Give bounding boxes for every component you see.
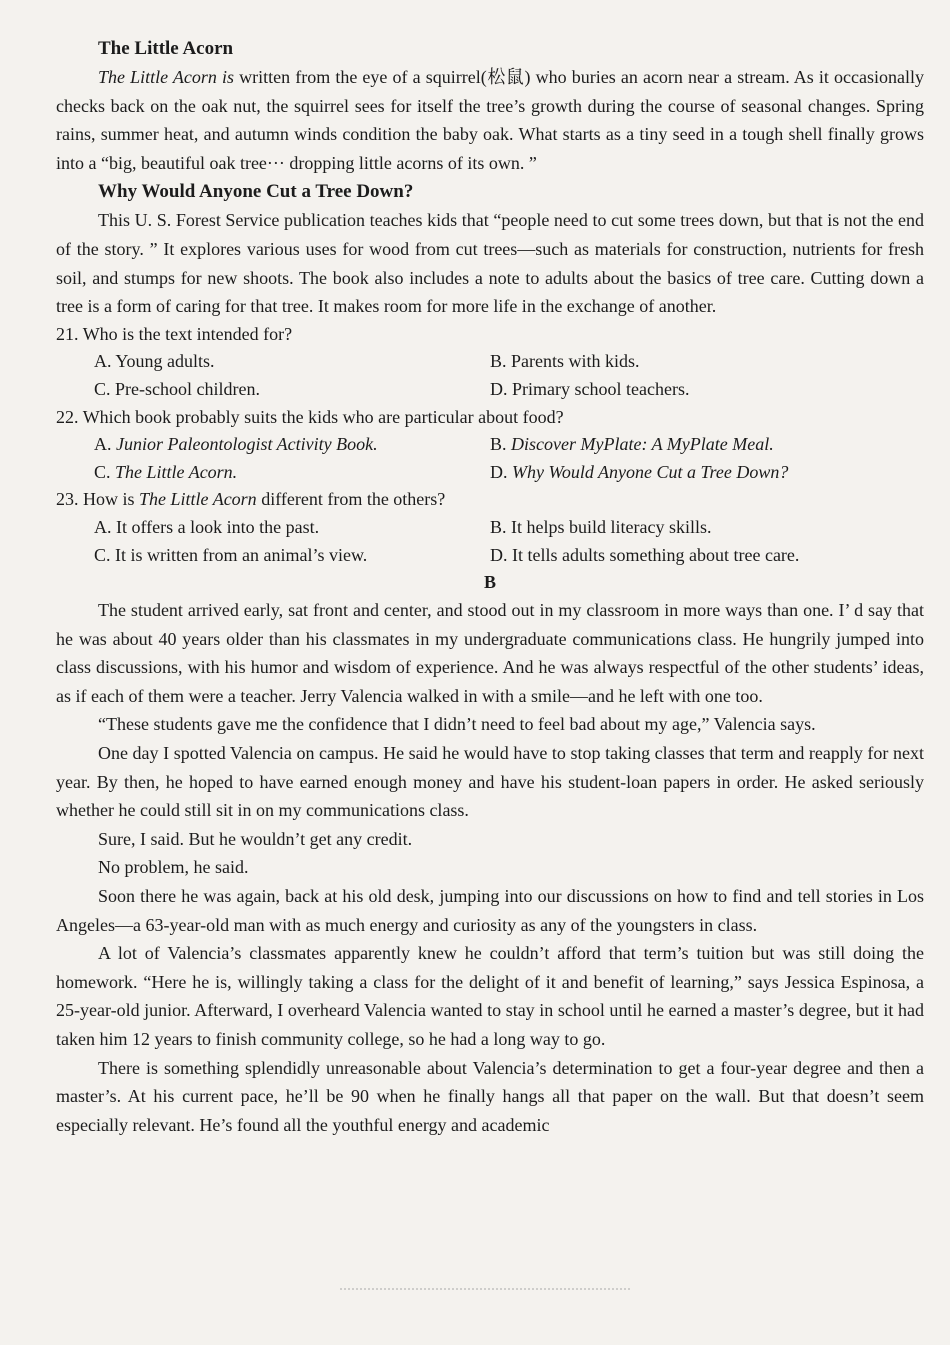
passage-b-paragraph: One day I spotted Valencia on campus. He said he would have to stop taking classes that term and reapply for next year. By then, he hoped to have earned enough money and have his student-loan papers in order. He asked seriously whether he could still sit in on my communications class.	[56, 743, 924, 821]
little-acorn-heading: The Little Acorn	[98, 38, 234, 59]
passage-b-paragraph: Soon there he was again, back at his old desk, jumping into our discussions on how to find and tell stories in Los Angeles—a 63-year-old man with as much energy and curiosity as any of the youngsters in class.	[56, 886, 924, 935]
option-d[interactable]	[490, 459, 924, 487]
why-cut-paragraph: This U. S. Forest Service publication teaches kids that “people need to cut some trees down, but that is not the end of the story. ” It explores various uses for wood from cut trees—such as materials for construction, nutrients for fresh soil, and stumps for new shoots. The book also includes a note to adults about the basics of tree care. Cutting down a tree is a form of caring for that tree. It makes room for more life in the exchange of another.	[56, 210, 924, 317]
option-c[interactable]	[94, 459, 490, 487]
page-footer-rule	[340, 1288, 630, 1300]
options-22	[56, 431, 924, 486]
option-b[interactable]	[490, 514, 924, 542]
option-text: Pre-school children.	[115, 378, 260, 399]
option-d[interactable]	[490, 376, 924, 404]
option-a[interactable]	[94, 348, 490, 376]
option-letter: D.	[490, 378, 508, 399]
passage-b-paragraph: A lot of Valencia’s classmates apparently knew he couldn’t afford that term’s tuition but was still doing the homework. “Here he is, willingly taking a class for the delight of it and benefit of learning,” says Jessica Espinosa, a 25-year-old junior. Afterward, I overheard Valencia wanted to stay in school until he earned a master’s degree, but it had taken him 12 years to finish community college, so he had a long way to go.	[56, 943, 924, 1049]
option-letter: A.	[94, 351, 112, 372]
option-text: Parents with kids.	[511, 351, 640, 372]
question-stem: Who is the text intended for?	[82, 323, 293, 344]
option-d[interactable]	[490, 542, 924, 570]
options-23	[56, 514, 924, 569]
question-22	[56, 404, 924, 432]
option-text: Primary school teachers.	[512, 378, 690, 399]
option-letter: C.	[94, 544, 111, 565]
option-letter: D.	[490, 544, 508, 565]
little-acorn-title: The Little Acorn	[98, 67, 217, 87]
little-acorn-text: written from the eye of a squirrel(松鼠) who buries an acorn near a stream. As it occasionally checks back on the oak nut, the squirrel sees for itself the tree’s growth during the course of seasonal changes. Spring rains, summer heat, and autumn winds condition the baby oak. What starts as a tiny seed in a tough shell finally grows into a “big, beautiful oak tree··· dropping little acorns of its own. ”	[56, 67, 925, 173]
option-text: Junior Paleontologist Activity Book.	[116, 434, 378, 455]
option-text: Discover MyPlate: A MyPlate Meal.	[511, 434, 774, 455]
passage-b-paragraph: There is something splendidly unreasonable about Valencia’s determination to get a four-year degree and then a master’s. At his current pace, he’ll be 90 when he finally hangs all that paper on the wall. But that doesn’t seem especially relevant. He’s found all the youthful energy and academic	[56, 1057, 924, 1135]
passage-b-paragraph: “These students gave me the confidence that I didn’t need to feel bad about my age,” Valencia says.	[98, 714, 816, 735]
option-b[interactable]	[490, 431, 924, 459]
question-23	[56, 486, 924, 514]
little-acorn-is-word: is	[222, 67, 235, 87]
option-c[interactable]	[94, 376, 490, 404]
question-stem-title: The Little Acorn	[139, 489, 257, 510]
question-stem: Which book probably suits the kids who are particular about food?	[82, 406, 564, 427]
option-letter: D.	[490, 461, 508, 482]
option-letter: C.	[94, 378, 111, 399]
question-stem-pre: How is	[83, 489, 140, 510]
option-text: Why Would Anyone Cut a Tree Down?	[512, 461, 789, 482]
question-number: 23.	[56, 489, 79, 510]
passage-b-paragraph: The student arrived early, sat front and center, and stood out in my classroom in more ways than one. I’ d say that he was about 40 years older than his classmates in my undergraduate communications class. He hungrily jumped into class discussions, with his humor and wisdom of experience. And he was always respectful of the other students’ ideas, as if each of them were a teacher. Jerry Valencia walked in with a smile—and he left with one too.	[56, 600, 924, 706]
option-a[interactable]	[94, 431, 490, 459]
question-number: 22.	[56, 406, 79, 427]
option-text: It helps build literacy skills.	[511, 516, 712, 537]
option-letter: A.	[94, 434, 112, 455]
option-b[interactable]	[490, 348, 924, 376]
option-text: It offers a look into the past.	[116, 516, 320, 537]
option-letter: B.	[490, 434, 507, 455]
passage-b-paragraph: No problem, he said.	[98, 857, 249, 878]
option-letter: C.	[94, 461, 111, 482]
option-text: It is written from an animal’s view.	[115, 544, 368, 565]
question-21	[56, 321, 924, 349]
why-cut-heading: Why Would Anyone Cut a Tree Down?	[98, 181, 414, 203]
option-text: It tells adults something about tree care.	[512, 544, 800, 565]
option-c[interactable]	[94, 542, 490, 570]
exam-page	[56, 34, 924, 1139]
option-letter: B.	[490, 516, 507, 537]
option-text: The Little Acorn.	[115, 461, 238, 482]
passage-b-paragraph: Sure, I said. But he wouldn’t get any credit.	[98, 828, 413, 849]
question-number: 21.	[56, 323, 79, 344]
question-stem-post: different from the others?	[256, 489, 446, 510]
section-b-label: B	[483, 572, 496, 593]
option-letter: B.	[490, 351, 507, 372]
option-letter: A.	[94, 516, 112, 537]
option-text: Young adults.	[115, 351, 215, 372]
options-21	[56, 348, 924, 403]
option-a[interactable]	[94, 514, 490, 542]
little-acorn-paragraph	[56, 63, 924, 177]
